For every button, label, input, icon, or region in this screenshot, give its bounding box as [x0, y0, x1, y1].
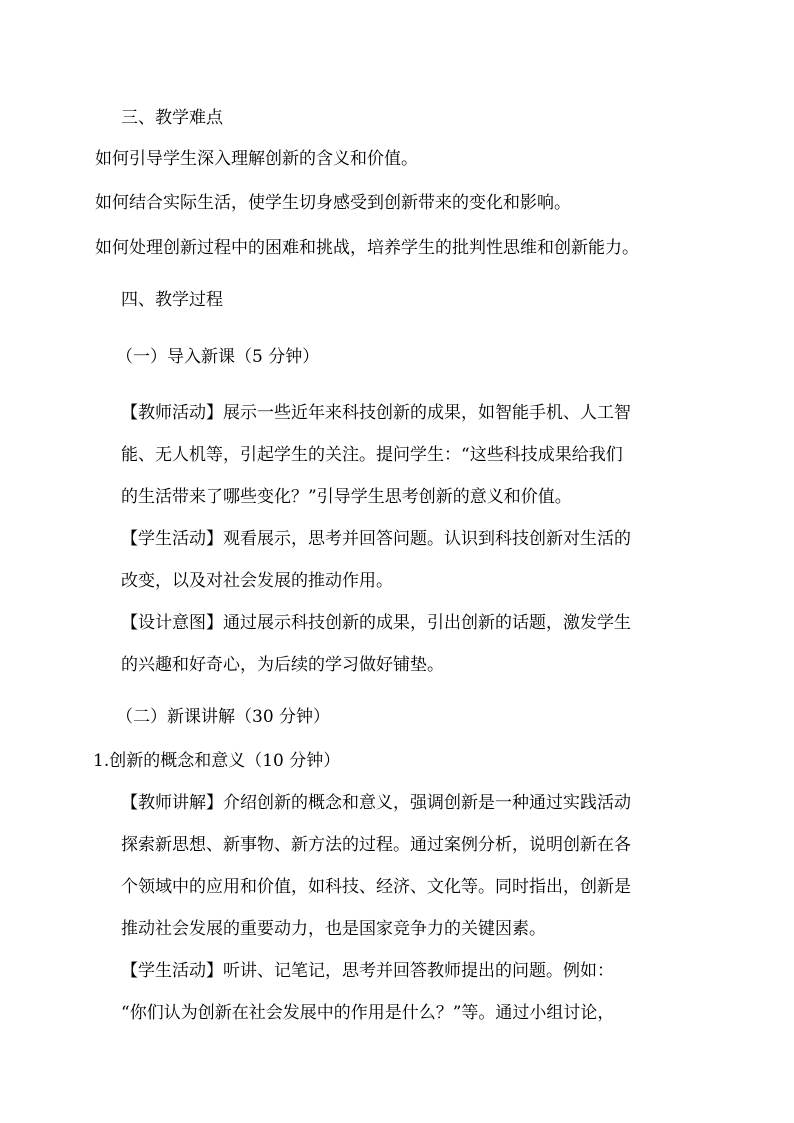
difficulty-item-1: 如何引导学生深入理解创新的含义和价值。: [95, 149, 418, 169]
teacher-explanation-line-4: 推动社会发展的重要动力，也是国家竞争力的关键因素。: [121, 919, 546, 939]
subheading-new-lesson: （二）新课讲解（30 分钟）: [116, 707, 331, 727]
student-activity-2-line-2: “你们认为创新在社会发展中的作用是什么？”等。通过小组讨论，: [121, 1003, 615, 1023]
difficulty-item-3: 如何处理创新过程中的困难和挑战，培养学生的批判性思维和创新能力。: [95, 238, 639, 258]
teacher-activity-line-1: 【教师活动】展示一些近年来科技创新的成果，如智能手机、人工智: [121, 403, 631, 423]
section-innovation-concept: 1.创新的概念和意义（10 分钟）: [93, 751, 341, 771]
student-activity-2-line-1: 【学生活动】听讲、记笔记，思考并回答教师提出的问题。例如：: [121, 961, 614, 981]
difficulty-item-2: 如何结合实际生活，使学生切身感受到创新带来的变化和影响。: [95, 193, 571, 213]
student-activity-line-2: 改变，以及对社会发展的推动作用。: [121, 571, 393, 591]
heading-teaching-process: 四、教学过程: [121, 290, 223, 310]
teacher-explanation-line-3: 个领域中的应用和价值，如科技、经济、文化等。同时指出，创新是: [121, 877, 631, 897]
heading-teaching-difficulties: 三、教学难点: [121, 108, 223, 128]
subheading-introduction: （一）导入新课（5 分钟）: [116, 347, 320, 367]
design-intent-line-2: 的兴趣和好奇心，为后续的学习做好铺垫。: [121, 655, 444, 675]
teacher-activity-line-3: 的生活带来了哪些变化？”引导学生思考创新的意义和价值。: [121, 487, 572, 507]
student-activity-line-1: 【学生活动】观看展示，思考并回答问题。认识到科技创新对生活的: [121, 529, 631, 549]
design-intent-line-1: 【设计意图】通过展示科技创新的成果，引出创新的话题，激发学生: [121, 613, 631, 633]
teacher-activity-line-2: 能、无人机等，引起学生的关注。提问学生：“这些科技成果给我们: [121, 445, 623, 465]
teacher-explanation-line-1: 【教师讲解】介绍创新的概念和意义，强调创新是一种通过实践活动: [121, 793, 631, 813]
teacher-explanation-line-2: 探索新思想、新事物、新方法的过程。通过案例分析，说明创新在各: [121, 835, 631, 855]
